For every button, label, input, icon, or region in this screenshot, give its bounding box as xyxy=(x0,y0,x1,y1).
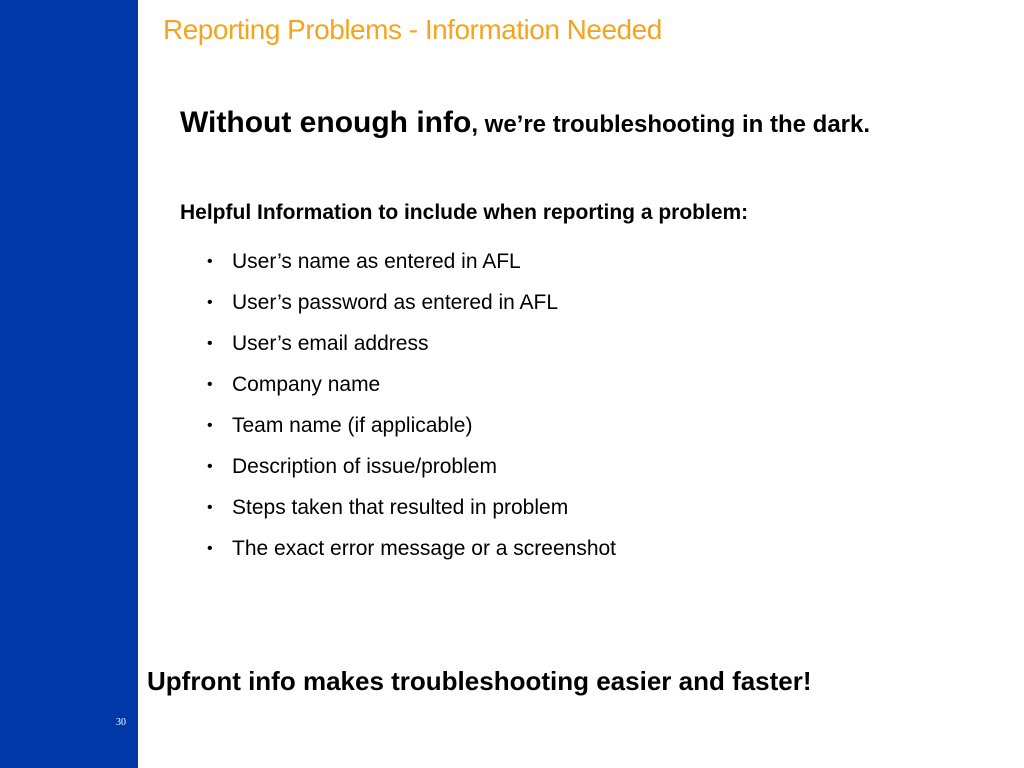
footer-message: Upfront info makes troubleshooting easier and faster! xyxy=(147,666,812,696)
info-list xyxy=(207,245,616,573)
sidebar-bar xyxy=(0,0,138,768)
slide-title: Reporting Problems - Information Needed xyxy=(163,14,662,45)
slide-number: 30 xyxy=(116,717,126,728)
bullet-icon: • xyxy=(207,376,213,393)
list-item xyxy=(207,409,616,450)
list-item-text: Company name xyxy=(232,373,381,396)
list-item xyxy=(207,245,616,286)
bullet-icon: • xyxy=(207,417,213,434)
list-item-text: Team name (if applicable) xyxy=(232,414,473,437)
bullet-icon: • xyxy=(207,499,213,516)
list-item-text: User’s name as entered in AFL xyxy=(232,250,521,273)
bullet-icon: • xyxy=(207,253,213,270)
list-item-text: Description of issue/problem xyxy=(232,455,497,478)
list-item-text: User’s email address xyxy=(232,332,429,355)
list-item-text: Steps taken that resulted in problem xyxy=(232,496,569,519)
bullet-icon: • xyxy=(207,294,213,311)
list-item-text: User’s password as entered in AFL xyxy=(232,291,559,314)
list-item xyxy=(207,450,616,491)
subheading: Helpful Information to include when reporting a problem: xyxy=(180,201,749,224)
list-item xyxy=(207,327,616,368)
list-item xyxy=(207,491,616,532)
headline-rest: , we’re troubleshooting in the dark. xyxy=(471,111,871,138)
bullet-icon: • xyxy=(207,540,213,557)
headline xyxy=(180,106,870,140)
list-item xyxy=(207,286,616,327)
list-item xyxy=(207,532,616,573)
list-item-text: The exact error message or a screenshot xyxy=(232,537,617,560)
bullet-icon: • xyxy=(207,458,213,475)
bullet-icon: • xyxy=(207,335,213,352)
headline-lead: Without enough info xyxy=(180,106,472,139)
list-item xyxy=(207,368,616,409)
